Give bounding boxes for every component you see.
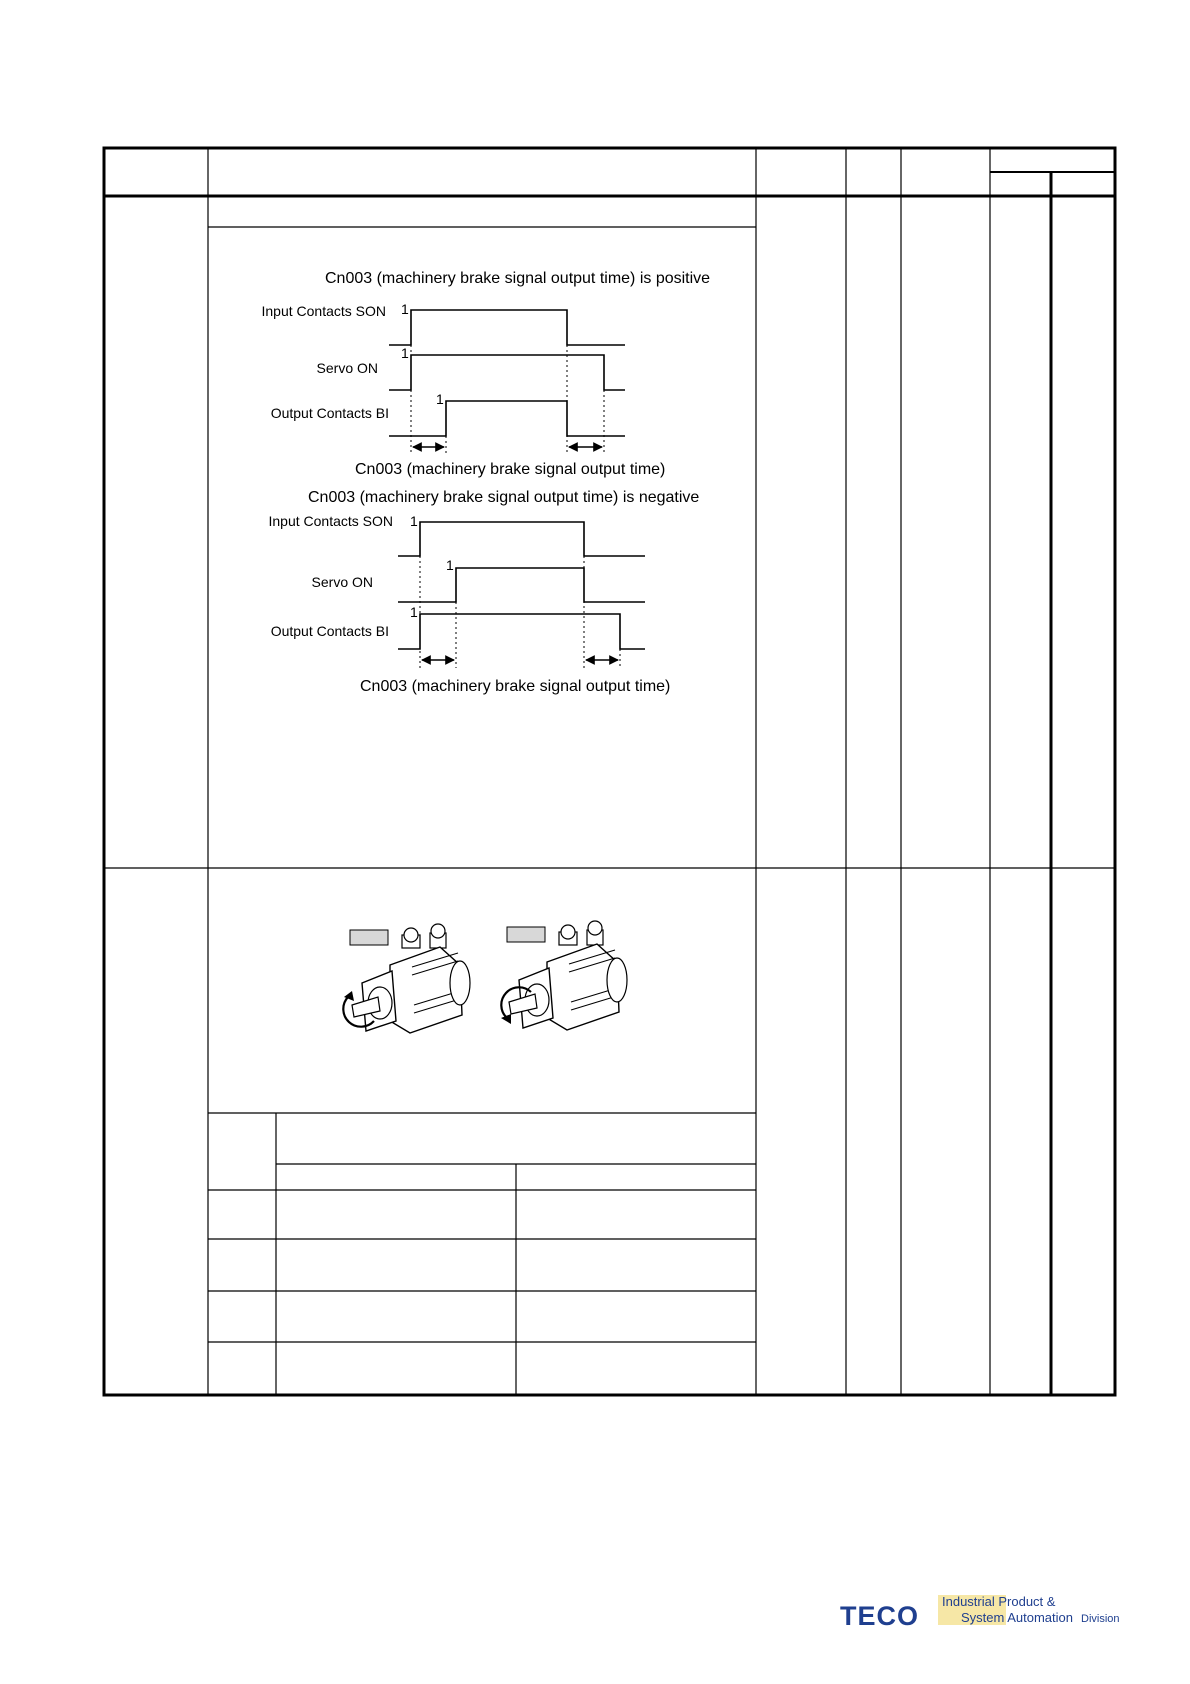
level-marker: 1 xyxy=(401,301,409,317)
servo-motor-ccw-icon xyxy=(343,924,470,1033)
waveform-bi xyxy=(398,614,645,649)
division-line1: Industrial Product & xyxy=(942,1594,1056,1609)
division-line3: Division xyxy=(1081,1613,1120,1625)
setting-subtable xyxy=(208,1113,756,1395)
waveform-bi xyxy=(389,401,625,436)
servo-motor-cw-icon xyxy=(501,921,627,1030)
signal-label: Output Contacts BI xyxy=(270,623,389,639)
diagram-caption: Cn003 (machinery brake signal output time) xyxy=(360,678,671,695)
waveform-son xyxy=(398,522,645,556)
waveform-servo-on xyxy=(389,355,625,390)
level-marker: 1 xyxy=(410,513,418,529)
level-marker: 1 xyxy=(446,557,454,573)
teco-brand: TECO xyxy=(840,1601,920,1631)
timing-diagram-negative xyxy=(268,489,699,695)
timing-diagram-positive xyxy=(261,270,710,478)
signal-label: Servo ON xyxy=(311,574,373,590)
signal-label: Input Contacts SON xyxy=(261,303,386,319)
waveform-servo-on xyxy=(398,568,645,602)
parameter-table xyxy=(104,148,1115,1395)
diagram-caption: Cn003 (machinery brake signal output time) xyxy=(355,461,666,478)
signal-label: Servo ON xyxy=(316,360,378,376)
diagram-title: Cn003 (machinery brake signal output time) is positive xyxy=(325,270,711,287)
level-marker: 1 xyxy=(410,604,418,620)
footer-logo xyxy=(840,1594,1120,1631)
diagram-title: Cn003 (machinery brake signal output time) is negative xyxy=(308,489,700,506)
signal-label: Output Contacts BI xyxy=(270,405,389,421)
level-marker: 1 xyxy=(401,345,409,361)
level-marker: 1 xyxy=(436,391,444,407)
division-line2: System Automation xyxy=(961,1610,1073,1625)
table-border xyxy=(104,148,1115,1395)
waveform-son xyxy=(389,310,625,345)
signal-label: Input Contacts SON xyxy=(268,513,393,529)
